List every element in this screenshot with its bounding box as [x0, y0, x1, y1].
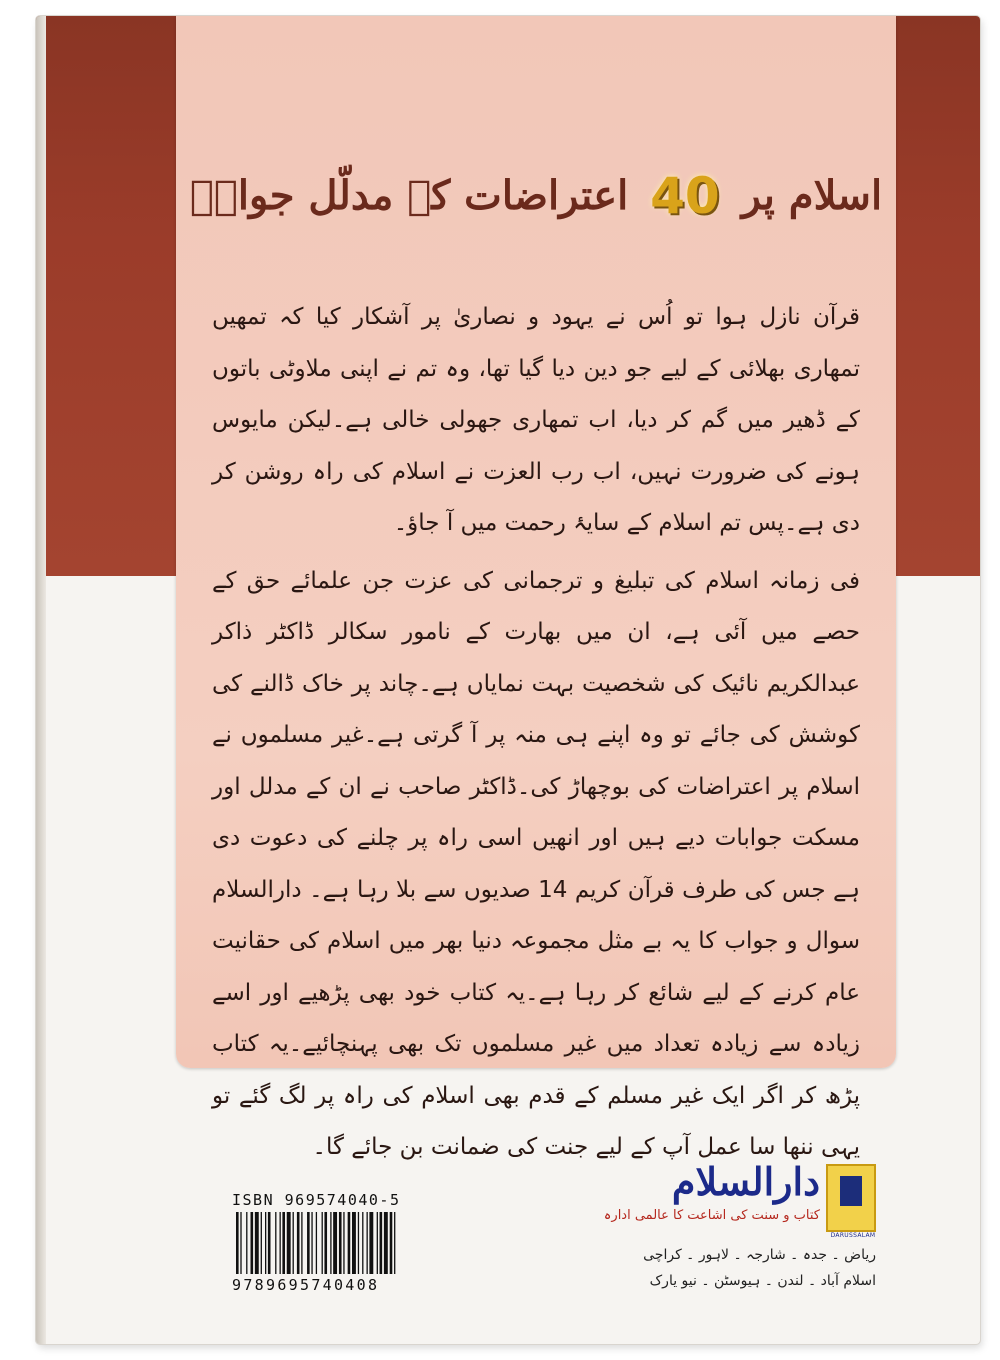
barcode-bar — [236, 1212, 239, 1274]
book-title — [176, 164, 896, 228]
emblem-label: DARUSSALAM — [830, 1232, 876, 1239]
cities-line-2: اسلام آباد ۔ لندن ۔ ہیوسٹن ۔ نیو یارک — [649, 1273, 876, 1289]
barcode-bar — [377, 1212, 378, 1274]
book-back-cover — [36, 16, 980, 1344]
barcode-bar — [265, 1212, 266, 1274]
barcode-bar — [311, 1212, 312, 1274]
barcode-bar — [240, 1212, 241, 1274]
barcode-bar — [362, 1212, 363, 1274]
barcode-bar — [287, 1212, 291, 1274]
title-before: اسلام پر — [741, 172, 883, 219]
isbn-barcode — [232, 1190, 462, 1300]
publisher-tagline: کتاب و سنت کی اشاعت کا عالمی ادارہ — [603, 1208, 820, 1223]
barcode-bar — [301, 1212, 302, 1274]
barcode-bar — [275, 1212, 276, 1274]
barcode-bar — [307, 1212, 310, 1274]
barcode-bar — [333, 1212, 337, 1274]
barcode-bar — [261, 1212, 262, 1274]
barcode-bar — [369, 1212, 373, 1274]
barcode-bar — [339, 1212, 342, 1274]
text-panel — [176, 16, 896, 1160]
blurb — [212, 292, 860, 1180]
barcode-bar — [316, 1212, 317, 1274]
barcode-bar — [251, 1212, 254, 1274]
barcode-bar — [394, 1212, 395, 1274]
darussalam-emblem-icon — [826, 1164, 876, 1232]
barcode-bar — [352, 1212, 356, 1274]
barcode-bar — [380, 1212, 383, 1274]
barcode-bar — [343, 1212, 344, 1274]
barcode-bar — [280, 1212, 281, 1274]
barcode-bar — [367, 1212, 368, 1274]
barcode-bars — [232, 1212, 462, 1276]
barcode-bar — [268, 1212, 271, 1274]
barcode-bar — [255, 1212, 259, 1274]
barcode-bar — [348, 1212, 351, 1274]
publisher-name: دارالسلام — [671, 1159, 820, 1204]
barcode-bar — [324, 1212, 327, 1274]
cities-line-1: ریاض ۔ جدہ ۔ شارجہ ۔ لاہور ۔ کراچی — [643, 1247, 876, 1263]
spine-edge — [36, 16, 46, 1344]
isbn-label: ISBN 969574040-5 — [232, 1191, 401, 1209]
publisher-logo — [603, 1158, 876, 1239]
barcode-bar — [246, 1212, 247, 1274]
barcode-bar — [384, 1212, 388, 1274]
barcode-bar — [322, 1212, 323, 1274]
blurb-paragraph-2: فی زمانہ اسلام کی تبلیغ و ترجمانی کی عزت جن علمائے حق کے حصے میں آئی ہے، ان میں بھارت کے نامور سکالر ڈاکٹر ذاکر عبدالکریم نائیک کی شخصیت بہت نمایاں ہے۔چاند پر خاک ڈالنے کی کوشش کی جائے تو وہ اپنے ہی منہ پر آ گرتی ہے۔غیر مسلموں نے اسلام پر اعتراضات کی بوچھاڑ کی۔ڈاکٹر صاحب نے ان کے مدلل اور مسکت جوابات دیے ہیں اور انھیں اسی راہ پر چلنے کی دعوت دی ہے جس کی طرف قرآن کریم 14 صدیوں سے بلا رہا ہے۔ دارالسلام سوال و جواب کا یہ بے مثل مجموعہ دنیا بھر میں اسلام کی حقانیت عام کرنے کے لیے شائع کر رہا ہے۔یہ کتاب خود بھی پڑھیے اور اسے زیادہ سے زیادہ تعداد میں غیر مسلموں تک بھی پہنچائیے۔یہ کتاب پڑھ کر اگر ایک غیر مسلم کے قدم بھی اسلام کی راہ پر لگ گئے تو یہی ننھا سا عمل آپ کے لیے جنت کی ضمانت بن جائے گا۔ — [212, 567, 860, 1160]
barcode-bar — [282, 1212, 285, 1274]
title-number: 40 — [650, 167, 720, 225]
barcode-bar — [297, 1212, 300, 1274]
barcode-bar — [390, 1212, 393, 1274]
publisher-cities — [616, 1242, 876, 1294]
title-after: اعتراضات کے مدلّل جوابؒ — [189, 172, 629, 219]
barcode-bar — [358, 1212, 359, 1274]
blurb-paragraph-1: قرآن نازل ہوا تو اُس نے یہود و نصاریٰ پر آشکار کیا کہ تمھیں تمھاری بھلائی کے لیے جو دین دیا گیا تھا، وہ تم نے اپنی ملاوٹی باتوں کے ڈھیر میں گم کر دیا، اب تمھاری جھولی خالی ہے۔لیکن مایوس ہونے کی ضرورت نہیں، اب رب العزت نے اسلام کی راہ روشن کر دی ہے۔پس تم اسلام کے سایۂ رحمت میں آ جاؤ۔ — [212, 304, 860, 536]
barcode-digits: 9789695740408 — [232, 1276, 380, 1294]
barcode-bar — [293, 1212, 294, 1274]
barcode-bar — [330, 1212, 331, 1274]
